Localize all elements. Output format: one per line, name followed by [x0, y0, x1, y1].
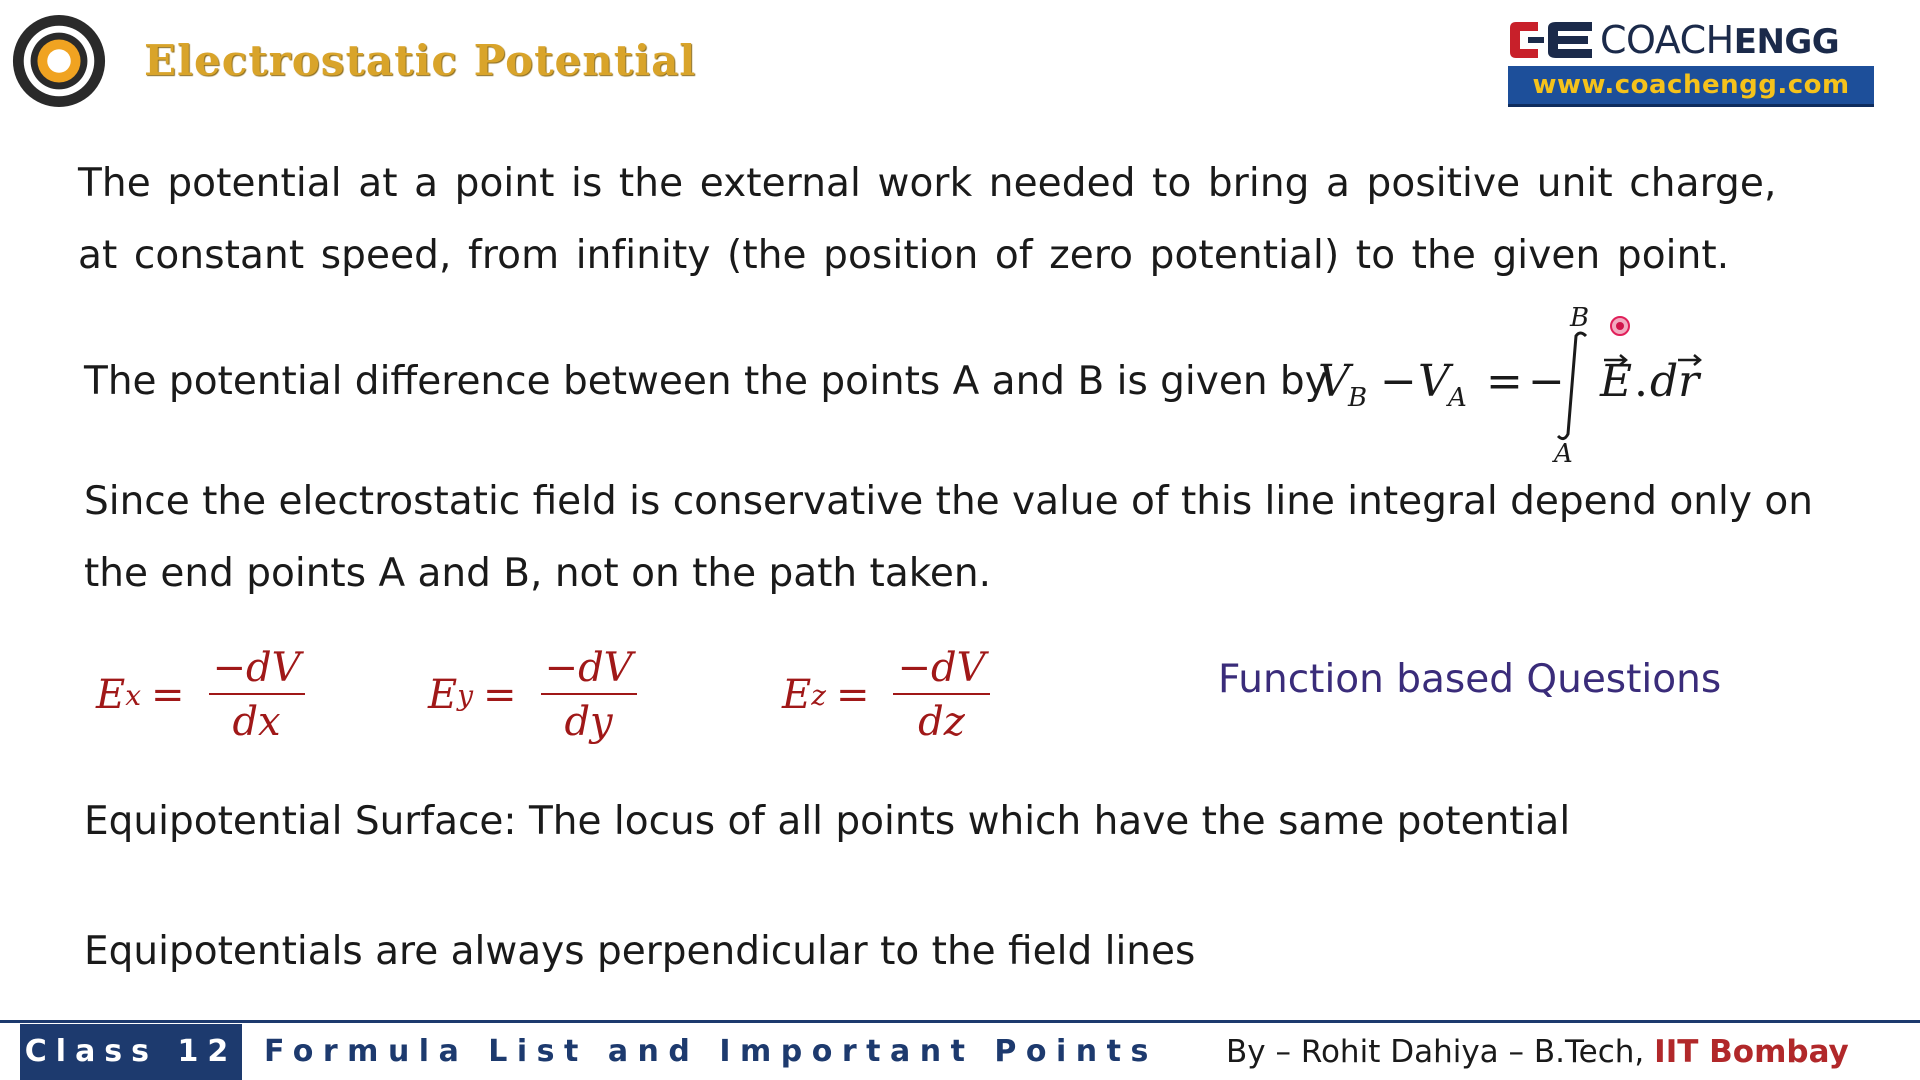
equipotential-perpendicular-text: Equipotentials are always perpendicular to the field lines [84, 929, 1196, 974]
ey-sub: y [457, 678, 474, 712]
coachengg-logo-mark [1508, 18, 1594, 62]
ex-denominator: dx [232, 699, 281, 745]
eq-lower-limit: A [1554, 439, 1573, 466]
ey-equals: = [483, 672, 517, 718]
definition-paragraph: The potential at a point is the external work needed to bring a positive unit charge, at constant speed, from infinity (the position of zero potential) to the given point. [78, 161, 1777, 278]
footer-divider [0, 1020, 1920, 1023]
potential-difference-text: The potential difference between the points A and B is given by [84, 359, 1328, 404]
ey-numerator: −dV [541, 645, 637, 695]
equipotential-surface-text: Equipotential Surface: The locus of all points which have the same potential [84, 799, 1571, 844]
ez-sub: z [811, 678, 826, 712]
logo-text [1600, 18, 1839, 62]
function-based-questions: Function based Questions [1218, 657, 1722, 702]
eq-negative: − [1528, 356, 1565, 407]
logo-text-heavy: ENGG [1733, 22, 1840, 62]
eq-sub-b: B [1348, 383, 1368, 413]
ey-lhs: E [428, 672, 458, 718]
ex-numerator: −dV [209, 645, 305, 695]
eq-upper-limit: B [1570, 306, 1590, 333]
eq-dr: dr [1650, 356, 1700, 407]
ex-sub: x [125, 678, 141, 712]
ez-numerator: −dV [893, 645, 989, 695]
footer-author-prefix: By – Rohit Dahiya – B.Tech, [1226, 1034, 1645, 1070]
ez-denominator: dz [918, 699, 965, 745]
page-title: Electrostatic Potential [144, 36, 697, 85]
coachengg-logo [1508, 14, 1874, 106]
ey-fraction [541, 645, 637, 745]
equation-ex [96, 640, 305, 750]
ez-lhs: E [782, 672, 812, 718]
ex-lhs: E [96, 672, 126, 718]
equation-ez [782, 640, 990, 750]
equation-ey [428, 640, 637, 750]
footer-subtitle: Formula List and Important Points [264, 1034, 1158, 1069]
eq-v-a: V [1418, 356, 1450, 407]
footer-author [1226, 1024, 1849, 1080]
ez-fraction [893, 645, 989, 745]
eq-sub-a: A [1448, 383, 1467, 413]
footer-class-label: Class 12 [20, 1024, 242, 1080]
target-icon [10, 12, 108, 110]
pen-pointer-icon [1610, 316, 1630, 336]
eq-dot: . [1634, 356, 1648, 407]
eq-v-b: V [1318, 356, 1350, 407]
ex-fraction [209, 645, 305, 745]
logo-url[interactable]: www.coachengg.com [1508, 66, 1874, 107]
potential-difference-equation [1318, 306, 1718, 466]
eq-minus: − [1380, 356, 1417, 407]
footer-author-institute: IIT Bombay [1654, 1034, 1849, 1070]
ey-denominator: dy [564, 699, 613, 745]
conservative-field-paragraph: Since the electrostatic field is conservative the value of this line integral depend only on the end points A and B, not on the path taken. [84, 479, 1813, 596]
ez-equals: = [835, 672, 870, 718]
eq-field: E [1600, 356, 1633, 407]
logo-text-regular: COACH [1600, 18, 1734, 62]
eq-equals: = [1486, 356, 1523, 407]
ex-equals: = [151, 672, 185, 718]
